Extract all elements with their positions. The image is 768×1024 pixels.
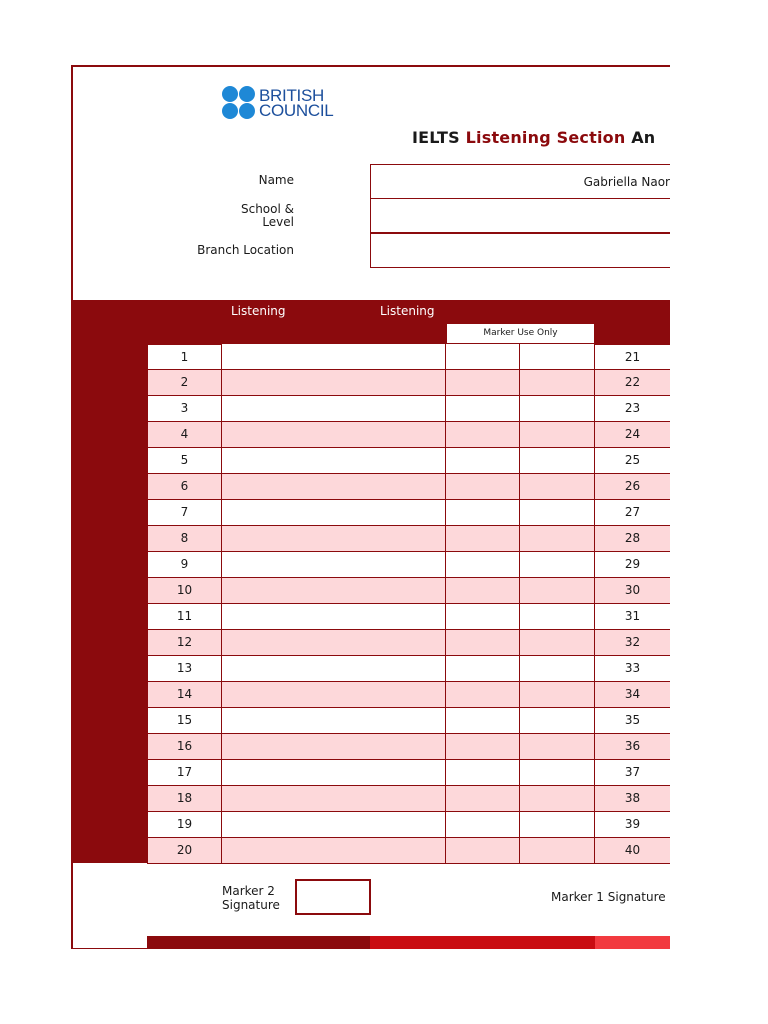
- marker-check-cell[interactable]: [520, 838, 595, 864]
- answer-input-cell[interactable]: [222, 786, 446, 812]
- answer-input-cell[interactable]: [222, 396, 446, 422]
- table-row: [147, 396, 670, 422]
- marker-check-cell[interactable]: [520, 500, 595, 526]
- marker-use-only-label: Marker Use Only: [446, 323, 595, 344]
- question-number: 30: [595, 578, 670, 604]
- marker-check-cell[interactable]: [446, 422, 520, 448]
- table-row: [147, 812, 670, 838]
- school-level-field[interactable]: [370, 198, 670, 233]
- table-row: [147, 786, 670, 812]
- answer-input-cell[interactable]: [222, 474, 446, 500]
- question-number: 8: [147, 526, 222, 552]
- question-number: 35: [595, 708, 670, 734]
- answer-input-cell[interactable]: [222, 500, 446, 526]
- table-row: [147, 526, 670, 552]
- marker-check-cell[interactable]: [446, 448, 520, 474]
- table-row: [147, 448, 670, 474]
- question-number: 3: [147, 396, 222, 422]
- table-row: [147, 474, 670, 500]
- question-number: 31: [595, 604, 670, 630]
- answer-input-cell[interactable]: [222, 838, 446, 864]
- question-number: 23: [595, 396, 670, 422]
- marker-check-cell[interactable]: [446, 682, 520, 708]
- marker-check-cell[interactable]: [520, 344, 595, 370]
- marker-check-cell[interactable]: [520, 708, 595, 734]
- question-number: 7: [147, 500, 222, 526]
- marker-check-cell[interactable]: [446, 604, 520, 630]
- question-number: 24: [595, 422, 670, 448]
- page-title: IELTS Listening Section An: [412, 128, 656, 147]
- question-number: 37: [595, 760, 670, 786]
- marker-check-cell[interactable]: [446, 734, 520, 760]
- question-number: 5: [147, 448, 222, 474]
- question-number: 29: [595, 552, 670, 578]
- table-row: [147, 578, 670, 604]
- marker-check-cell[interactable]: [520, 370, 595, 396]
- school-level-label: School & Level: [240, 202, 294, 229]
- question-number: 16: [147, 734, 222, 760]
- marker-check-cell[interactable]: [520, 760, 595, 786]
- logo-wordmark: BRITISH COUNCIL: [259, 85, 334, 120]
- marker-check-cell[interactable]: [520, 656, 595, 682]
- answer-input-cell[interactable]: [222, 682, 446, 708]
- marker-check-cell[interactable]: [520, 630, 595, 656]
- question-number: 9: [147, 552, 222, 578]
- question-number: 38: [595, 786, 670, 812]
- answer-input-cell[interactable]: [222, 526, 446, 552]
- marker-check-cell[interactable]: [520, 448, 595, 474]
- marker-check-cell[interactable]: [520, 604, 595, 630]
- marker1-signature-label: Marker 1 Signature: [551, 890, 666, 904]
- answer-input-cell[interactable]: [222, 734, 446, 760]
- marker-check-cell[interactable]: [446, 760, 520, 786]
- marker-check-cell[interactable]: [446, 630, 520, 656]
- question-number: 34: [595, 682, 670, 708]
- answer-input-cell[interactable]: [222, 656, 446, 682]
- question-number: 36: [595, 734, 670, 760]
- question-number: 28: [595, 526, 670, 552]
- question-number: 6: [147, 474, 222, 500]
- question-number: 1: [147, 344, 222, 370]
- question-number: 18: [147, 786, 222, 812]
- table-row: [147, 682, 670, 708]
- table-row: [147, 760, 670, 786]
- marker-check-cell[interactable]: [446, 786, 520, 812]
- marker-check-cell[interactable]: [446, 812, 520, 838]
- marker-check-cell[interactable]: [446, 656, 520, 682]
- question-number: 22: [595, 370, 670, 396]
- marker-check-cell[interactable]: [446, 578, 520, 604]
- answer-input-cell[interactable]: [222, 812, 446, 838]
- question-number: 15: [147, 708, 222, 734]
- question-number: 19: [147, 812, 222, 838]
- question-number: 27: [595, 500, 670, 526]
- question-number: 21: [595, 344, 670, 370]
- marker-check-cell[interactable]: [446, 526, 520, 552]
- marker-check-cell[interactable]: [446, 838, 520, 864]
- answer-input-cell[interactable]: [222, 760, 446, 786]
- table-row: [147, 708, 670, 734]
- marker-check-cell[interactable]: [520, 422, 595, 448]
- answer-input-cell[interactable]: [222, 604, 446, 630]
- question-number: 25: [595, 448, 670, 474]
- table-row: [147, 734, 670, 760]
- answer-input-cell[interactable]: [222, 344, 446, 370]
- table-row: [147, 370, 670, 396]
- answer-input-cell[interactable]: [222, 422, 446, 448]
- answer-input-cell[interactable]: [222, 708, 446, 734]
- marker-check-cell[interactable]: [520, 552, 595, 578]
- footer-strip-mid: [370, 936, 595, 949]
- marker-check-cell[interactable]: [446, 552, 520, 578]
- marker-check-cell[interactable]: [520, 578, 595, 604]
- answer-input-cell[interactable]: [222, 448, 446, 474]
- question-number: 10: [147, 578, 222, 604]
- name-value: Gabriella Naor: [583, 175, 670, 189]
- name-label: Name: [258, 173, 294, 187]
- question-number: 12: [147, 630, 222, 656]
- question-number: 17: [147, 760, 222, 786]
- table-row: [147, 552, 670, 578]
- marker-check-cell[interactable]: [520, 474, 595, 500]
- table-row: [147, 656, 670, 682]
- marker-check-cell[interactable]: [446, 708, 520, 734]
- branch-location-field[interactable]: [370, 233, 670, 268]
- question-number: 4: [147, 422, 222, 448]
- marker-check-cell[interactable]: [520, 682, 595, 708]
- footer-strip-dark: [147, 936, 370, 949]
- footer-strip-bright: [595, 936, 670, 949]
- header-listening-right: Listening: [380, 304, 435, 318]
- question-number: 13: [147, 656, 222, 682]
- question-number: 39: [595, 812, 670, 838]
- marker-check-cell[interactable]: [446, 344, 520, 370]
- table-row: [147, 630, 670, 656]
- marker-check-cell[interactable]: [520, 526, 595, 552]
- table-row: [147, 344, 670, 370]
- marker-check-cell[interactable]: [520, 786, 595, 812]
- left-red-sidebar: [72, 300, 147, 863]
- table-row: [147, 604, 670, 630]
- marker-check-cell[interactable]: [446, 500, 520, 526]
- question-number: 33: [595, 656, 670, 682]
- question-number: 40: [595, 838, 670, 864]
- table-row: [147, 838, 670, 864]
- marker2-signature-box[interactable]: [295, 879, 371, 915]
- answer-input-cell[interactable]: [222, 578, 446, 604]
- answer-input-cell[interactable]: [222, 630, 446, 656]
- question-number: 11: [147, 604, 222, 630]
- marker-check-cell[interactable]: [520, 396, 595, 422]
- answer-input-cell[interactable]: [222, 370, 446, 396]
- british-council-logo: [222, 86, 333, 119]
- marker-check-cell[interactable]: [520, 734, 595, 760]
- header-listening-left: Listening: [231, 304, 286, 318]
- question-number: 32: [595, 630, 670, 656]
- question-number: 20: [147, 838, 222, 864]
- question-number: 2: [147, 370, 222, 396]
- marker2-signature-label: Marker 2 Signature: [222, 884, 280, 912]
- name-field[interactable]: [370, 164, 670, 199]
- answer-input-cell[interactable]: [222, 552, 446, 578]
- question-number: 26: [595, 474, 670, 500]
- table-row: [147, 422, 670, 448]
- marker-check-cell[interactable]: [446, 396, 520, 422]
- marker-check-cell[interactable]: [520, 812, 595, 838]
- question-number: 14: [147, 682, 222, 708]
- table-row: [147, 500, 670, 526]
- marker-check-cell[interactable]: [446, 370, 520, 396]
- branch-location-label: Branch Location: [197, 243, 294, 257]
- marker-check-cell[interactable]: [446, 474, 520, 500]
- logo-dots-icon: [222, 86, 255, 119]
